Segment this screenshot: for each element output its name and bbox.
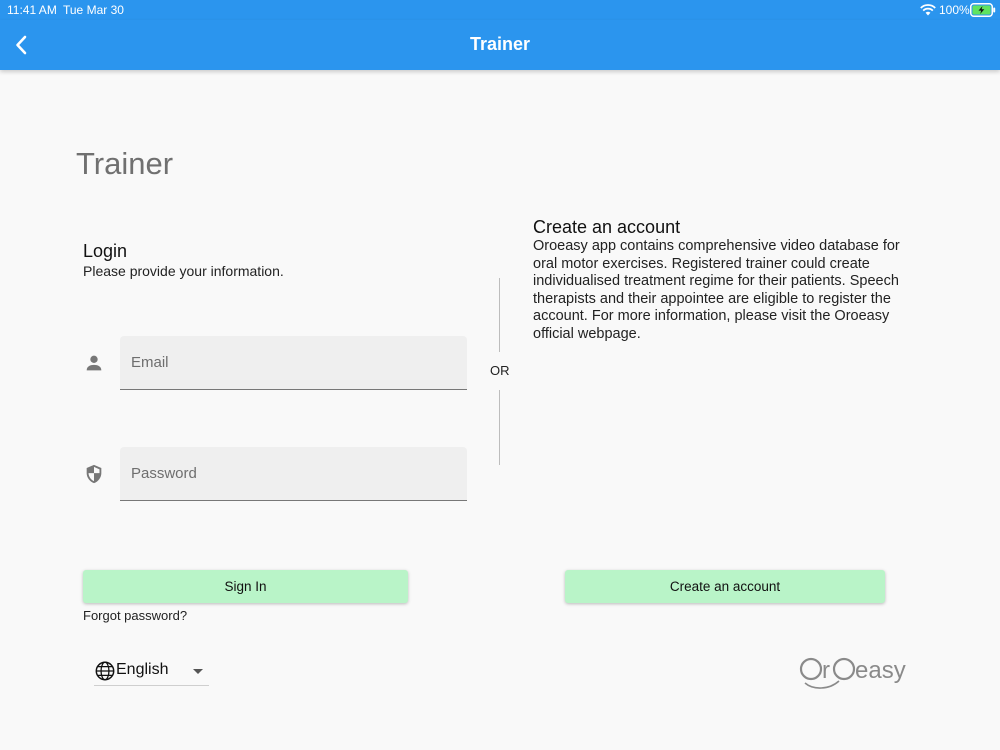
language-dropdown[interactable]: [94, 658, 209, 686]
app-bar-title: Trainer: [469, 34, 531, 54]
oroeasy-logo: [799, 650, 909, 690]
battery-percent: 100%: [939, 3, 970, 17]
wifi-icon: [920, 3, 936, 16]
battery-charging-icon: [970, 3, 996, 17]
email-input[interactable]: [120, 336, 467, 389]
create-account-description: Oroeasy app contains comprehensive video database for oral motor exercises. Registered trainer could create individualised treatment regime for their patients. Speech therapists and their appointee are eligible to register the account. For more information, please visit the Oroeasy official webpage.: [533, 238, 900, 342]
create-account-heading: Create an account: [533, 217, 681, 237]
status-bar: [0, 0, 1000, 20]
person-icon: [83, 352, 105, 374]
email-field[interactable]: [120, 336, 467, 390]
sign-in-button[interactable]: Sign In: [83, 570, 408, 603]
or-label: OR: [490, 363, 510, 378]
password-field[interactable]: [120, 447, 467, 501]
password-input[interactable]: [120, 447, 467, 500]
logo-o-mark: [801, 659, 821, 679]
status-date: Tue Mar 30: [63, 3, 124, 17]
logo-easy: easy: [855, 657, 906, 684]
page-title: Trainer: [76, 146, 174, 181]
app-bar: [0, 20, 1000, 70]
globe-icon: [94, 660, 116, 682]
login-subheading: Please provide your information.: [83, 263, 284, 279]
language-selected-label: English: [116, 661, 169, 678]
dropdown-arrow-icon: [190, 663, 206, 679]
status-time: 11:41 AM: [7, 3, 57, 17]
login-heading: Login: [83, 241, 128, 261]
create-account-button[interactable]: Create an account: [565, 570, 885, 603]
divider-line-top: [499, 278, 500, 352]
logo-r: r: [822, 657, 830, 684]
shield-icon: [83, 463, 105, 485]
logo-o-mark-2: [834, 659, 854, 679]
forgot-password-link[interactable]: Forgot password?: [83, 608, 188, 623]
divider-line-bottom: [499, 390, 500, 465]
